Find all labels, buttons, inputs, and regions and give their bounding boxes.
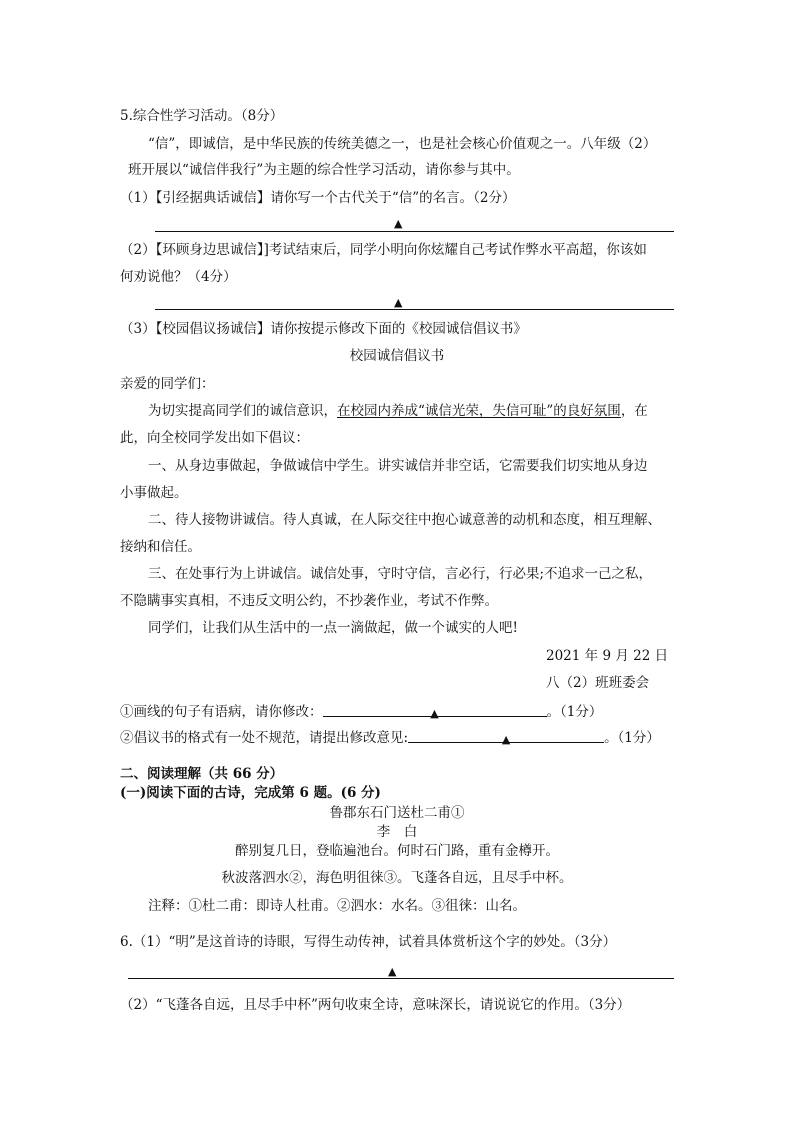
letter-paragraph-5: 同学们，让我们从生活中的一点一滴做起，做一个诚实的人吧! <box>148 620 518 636</box>
letter-paragraph-2: 一、从身边事做起，争做诚信中学生。讲实诚信并非空话，它需要我们切实地从身边 <box>148 458 648 474</box>
q6-sub1-prompt: 6.（1）“明”是这首诗的诗眼，写得生动传神，试着具体赏析这个字的妙处。（3分） <box>120 934 617 950</box>
answer-marker: ▲ <box>394 217 403 230</box>
letter-signature: 八（2）班班委会 <box>546 675 650 691</box>
letter-paragraph-4: 三、在处事行为上讲诚信。诚信处事，守时守信，言必行，行必果;不追求一己之私， <box>148 566 653 582</box>
q5-title: 5.综合性学习活动。（8分） <box>120 108 284 124</box>
poem-author: 李 白 <box>376 824 418 840</box>
poem-title: 鲁郡东石门送杜二甫① <box>329 805 465 821</box>
q5-sub3-prompt: （3）【校园倡议扬诚信】请你按提示修改下面的《校园诚信倡议书》 <box>120 321 527 337</box>
letter-paragraph-4-cont: 不隐瞒事实真相，不违反文明公约，不抄袭作业，考试不作弊。 <box>120 593 498 609</box>
answer-blank-5-3-b[interactable] <box>408 728 604 746</box>
answer-marker: ▲ <box>394 296 403 309</box>
letter-paragraph-2-cont: 小事做起。 <box>120 485 188 501</box>
section-2-part-1: (一)阅读下面的古诗，完成第 6 题。(6 分) <box>120 785 381 801</box>
section-2-title: 二、阅读理解（共 66 分） <box>120 766 284 782</box>
letter-salutation: 亲爱的同学们： <box>120 376 215 392</box>
q5-3-b <box>120 728 660 748</box>
answer-line-6-1[interactable] <box>128 978 674 979</box>
letter-p1-post: ，在 <box>620 403 648 419</box>
q5-sub1-prompt: （1）【引经据典话诚信】请你写一个古代关于“信”的名言。（2分） <box>120 190 516 206</box>
answer-line-5-2[interactable] <box>155 309 674 310</box>
q5-sub2-line-1: （2）【环顾身边思诚信】]考试结束后，同学小明向你炫耀自己考试作弊水平高超，你该如 <box>120 242 647 258</box>
answer-marker: ▲ <box>501 733 511 746</box>
letter-paragraph-1-cont: 此，向全校同学发出如下倡议： <box>120 430 309 446</box>
q5-3-a-prompt: ①画线的句子有语病，请你修改： <box>120 704 323 720</box>
q5-intro-line-2: 班开展以“诚信伴我行”为主题的综合性学习活动，请你参与其中。 <box>128 162 520 178</box>
q5-sub2-line-2: 何劝说他？（4分） <box>120 269 237 285</box>
poem-line-2: 秋波落泗水②，海色明徂徕③。飞蓬各自远，且尽手中杯。 <box>221 870 573 886</box>
answer-blank-5-3-a[interactable] <box>323 702 547 720</box>
poem-line-1: 醉别复几日，登临遍池台。何时石门路，重有金樽开。 <box>235 843 559 859</box>
q5-3-b-score: 。（1分） <box>604 730 660 746</box>
letter-title: 校园诚信倡议书 <box>349 348 445 364</box>
q5-3-b-prompt: ②倡议书的格式有一处不规范，请提出修改意见: <box>120 730 409 746</box>
answer-marker: ▲ <box>430 707 439 720</box>
underlined-sentence: 在校园内养成“诚信光荣，失信可耻”的良好氛围 <box>337 403 621 419</box>
answer-line-5-1[interactable] <box>155 231 674 232</box>
q5-3-a-score: 。（1分） <box>546 704 603 720</box>
letter-paragraph-3: 二、待人接物讲诚信。待人真诚，在人际交往中抱心诚意善的动机和态度，相互理解、 <box>148 512 661 528</box>
q5-3-a <box>120 702 602 722</box>
letter-date: 2021 年 9 月 22 日 <box>546 648 669 664</box>
poem-notes: 注释：①杜二甫：即诗人杜甫。②泗水：水名。③徂徕：山名。 <box>148 898 526 914</box>
answer-marker: ▲ <box>388 965 397 978</box>
q6-sub2-prompt: （2）“飞蓬各自远，且尽手中杯”两句收束全诗，意味深长，请说说它的作用。（3分） <box>120 997 631 1013</box>
q5-intro-line-1: “信”，即诚信，是中华民族的传统美德之一，也是社会核心价值观之一。八年级（2） <box>148 136 657 152</box>
letter-p1-pre: 为切实提高同学们的诚信意识， <box>148 403 337 419</box>
letter-paragraph-1 <box>148 401 648 421</box>
letter-paragraph-3-cont: 接纳和信任。 <box>120 539 201 555</box>
